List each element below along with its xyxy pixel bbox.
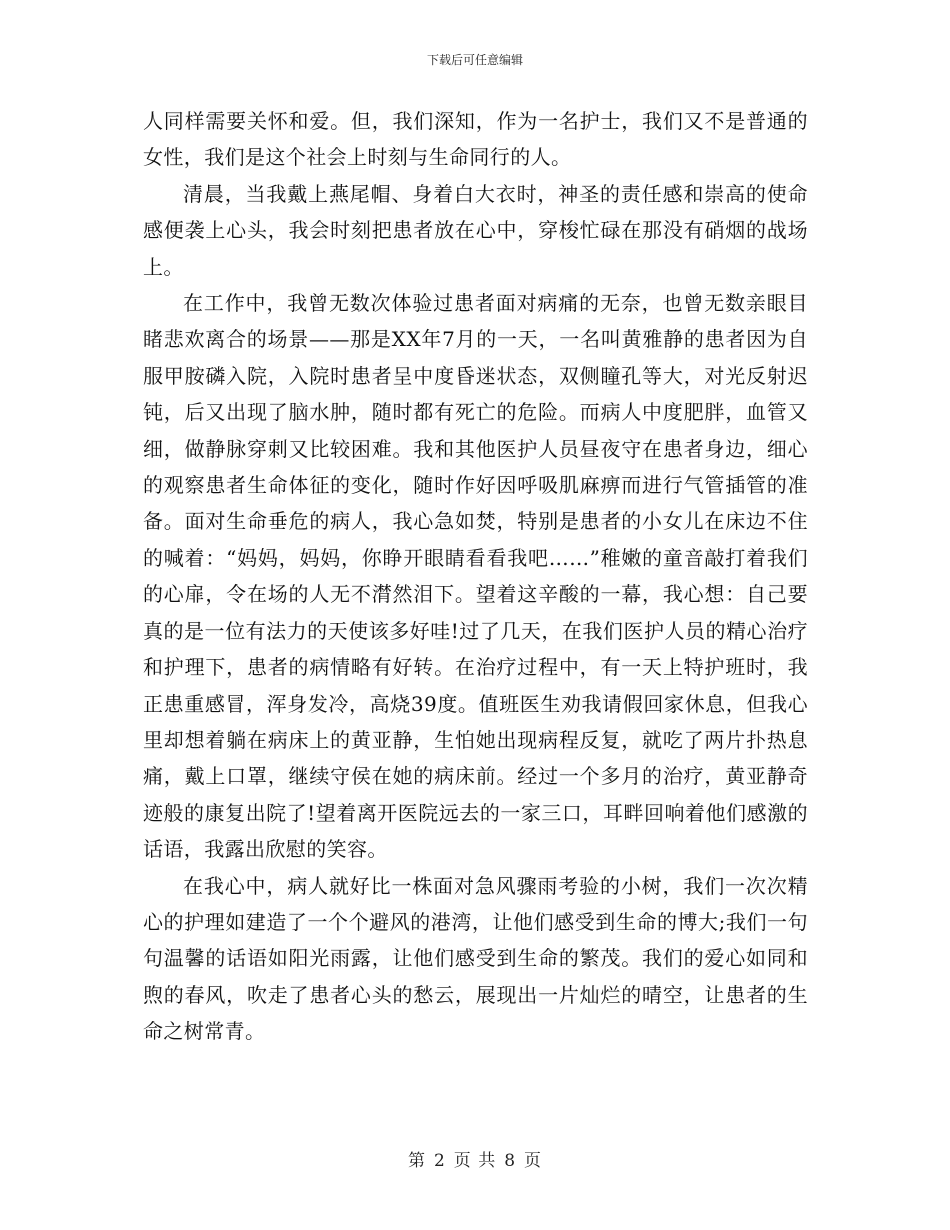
page-footer: [0, 1150, 950, 1172]
paragraph-work-story: 在工作中，我曾无数次体验过患者面对病痛的无奈，也曾无数亲眼目睹悲欢离合的场景——那是XX年7月的一天，一名叫黄雅静的患者因为自服甲胺磷入院，入院时患者呈中度昏迷状态，双侧瞳孔等大，对光反射迟钝，后又出现了脑水肿，随时都有死亡的危险。而病人中度肥胖，血管又细，做静脉穿刺又比较困难。我和其他医护人员昼夜守在患者身边，细心的观察患者生命体征的变化，随时作好因呼吸肌麻痹而进行气管插管的准备。面对生命垂危的病人，我心急如焚，特别是患者的小女儿在床边不住的喊着：“妈妈，妈妈，你睁开眼睛看看我吧……”稚嫩的童音敲打着我们的心扉，令在场的人无不潸然泪下。望着这辛酸的一幕，我心想：自己要真的是一位有法力的天使该多好哇!过了几天，在我们医护人员的精心治疗和护理下，患者的病情略有好转。在治疗过程中，有一天上特护班时，我正患重感冒，浑身发冷，高烧39度。值班医生劝我请假回家休息，但我心里却想着躺在病床上的黄亚静，生怕她出现病程反复，就吃了两片扑热息痛，戴上口罩，继续守侯在她的病床前。经过一个多月的治疗，黄亚静奇迹般的康复出院了!望着离开医院远去的一家三口，耳畔回响着他们感激的话语，我露出欣慰的笑容。: [143, 291, 808, 862]
footer-suffix: 页: [524, 1151, 543, 1171]
paragraph-morning: 清晨，当我戴上燕尾帽、身着白大衣时，神圣的责任感和崇高的使命感便袭上心头，我会时刻把患者放在心中，穿梭忙碌在那没有硝烟的战场上。: [143, 181, 808, 279]
paragraph-closing: 在我心中，病人就好比一株面对急风骤雨考验的小树，我们一次次精心的护理如建造了一个个避风的港湾，让他们感受到生命的博大;我们一句句温馨的话语如阳光雨露，让他们感受到生命的繁茂。我们的爱心如同和煦的春风，吹走了患者心头的愁云，展现出一片灿烂的晴空，让患者的生命之树常青。: [143, 873, 808, 1044]
document-body: [143, 103, 808, 1050]
footer-total-pages: 8: [504, 1151, 517, 1171]
footer-prefix: 第: [407, 1151, 426, 1171]
page-header: 下载后可任意编辑: [426, 53, 523, 67]
paragraph-continued: 人同样需要关怀和爱。但，我们深知，作为一名护士，我们又不是普通的女性，我们是这个社会上时刻与生命同行的人。: [143, 109, 808, 170]
footer-page-number: 2: [433, 1151, 446, 1171]
footer-middle: 页 共: [453, 1151, 497, 1171]
